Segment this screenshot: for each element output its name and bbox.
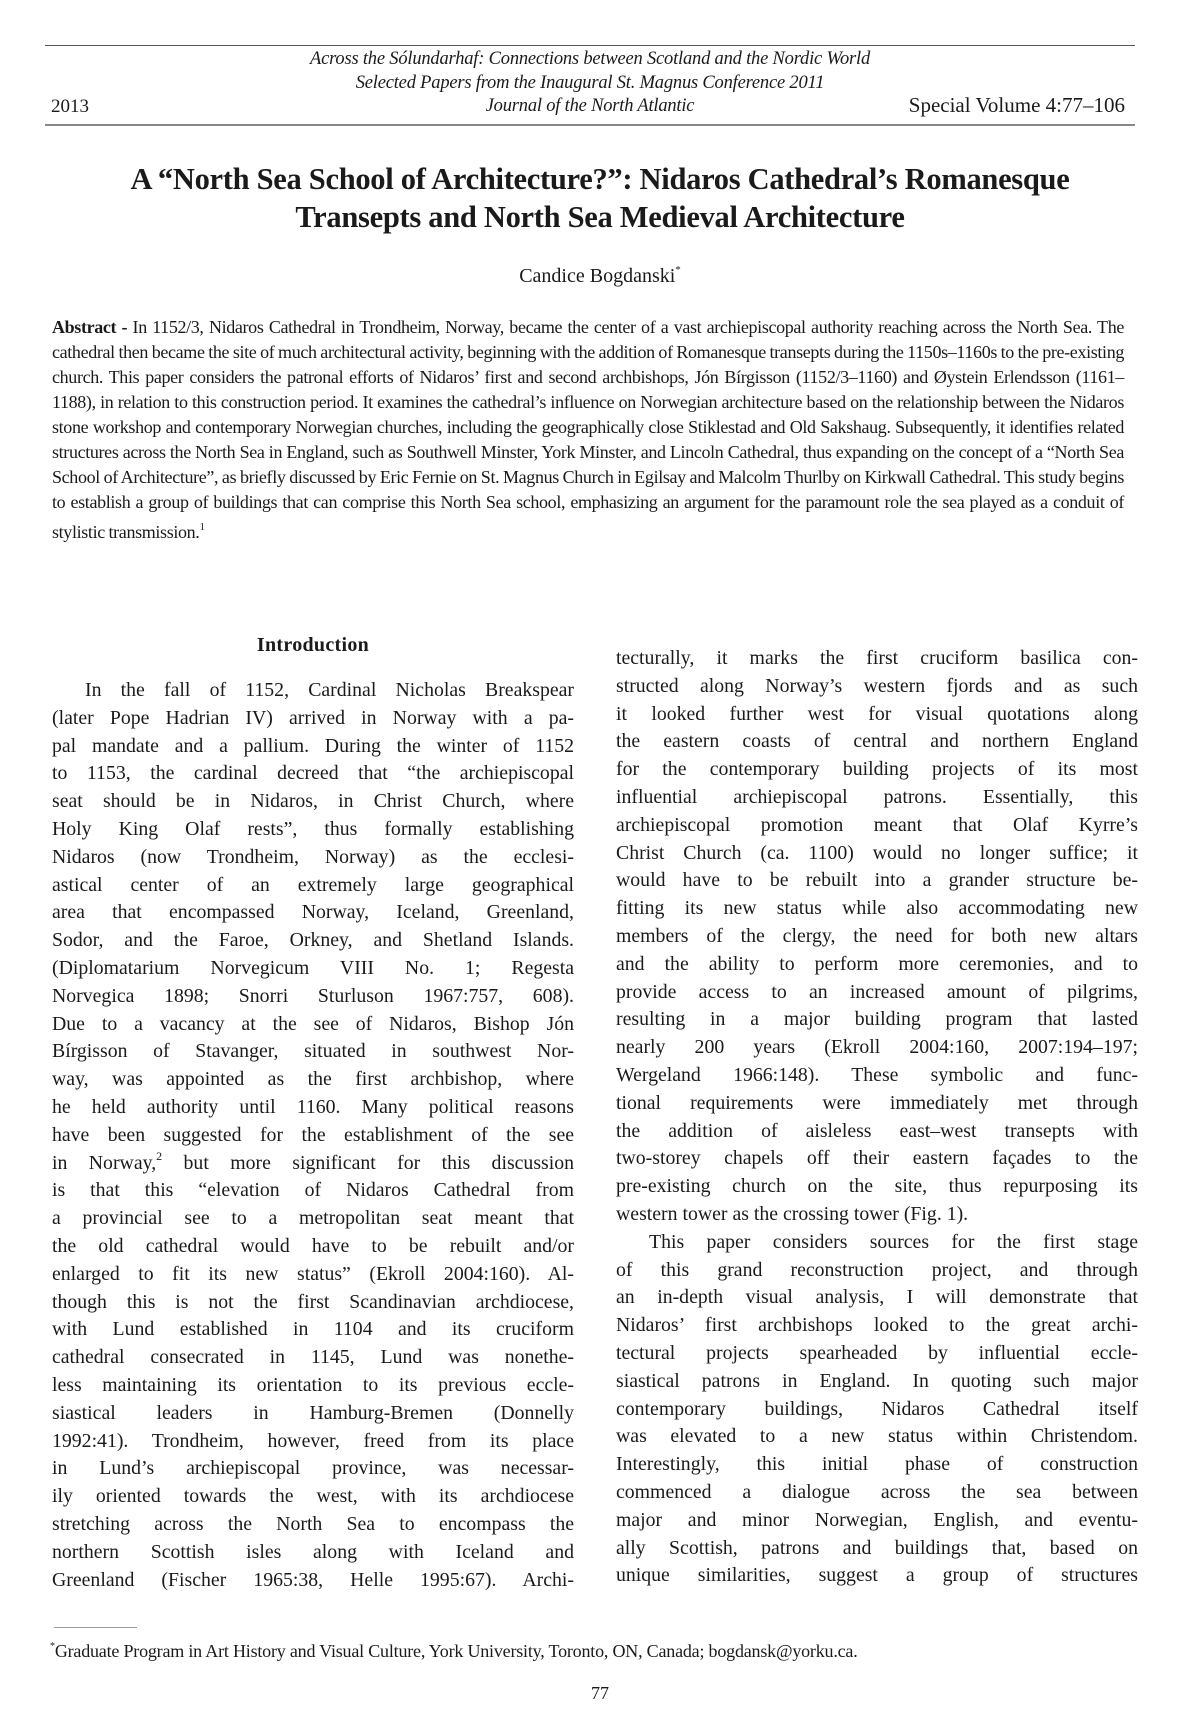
footnote-separator (54, 1627, 137, 1628)
header-rule-top (45, 45, 1135, 46)
title-line-1: A “North Sea School of Architecture?”: Nidaros Cathedral’s Romanesque (130, 162, 1070, 196)
body-line: though this is not the first Scandinavian archdiocese, (52, 1290, 574, 1313)
body-line: ally Scottish, patrons and buildings that, based on (616, 1536, 1138, 1559)
body-line: was elevated to a new status within Christendom. (616, 1425, 1138, 1448)
body-line: a provincial see to a metropolitan seat meant that (52, 1207, 574, 1230)
body-line: way, was appointed as the first archbishop, where (52, 1068, 574, 1091)
body-line: tectural projects spearheaded by influential eccle- (616, 1341, 1138, 1364)
body-line-with-footnote (52, 1150, 574, 1178)
page-number: 77 (591, 1683, 609, 1703)
running-header (200, 48, 980, 119)
body-line: 1992:41). Trondheim, however, freed from its place (52, 1429, 574, 1452)
body-line: it looked further west for visual quotations along (616, 702, 1138, 725)
volume-pages: Special Volume 4:77–106 (908, 93, 1125, 117)
body-line: the eastern coasts of central and northern England (616, 730, 1138, 753)
body-line: (Diplomatarium Norvegicum VIII No. 1; Regesta (52, 956, 574, 979)
body-line: provide access to an increased amount of pilgrims, (616, 980, 1138, 1003)
body-line: nearly 200 years (Ekroll 2004:160, 2007:194–197; (616, 1036, 1138, 1059)
body-column-left (52, 677, 574, 1594)
body-line: northern Scottish isles along with Iceland and (52, 1540, 574, 1563)
body-line: enlarged to fit its new status” (Ekroll 2004:160). Al- (52, 1262, 574, 1285)
body-line: Nidaros’ first archbishops looked to the great archi- (616, 1314, 1138, 1337)
body-line: and the ability to perform more ceremonies, and to (616, 952, 1138, 975)
body-line: ily oriented towards the west, with its archdiocese (52, 1485, 574, 1508)
body-line: an in-depth visual analysis, I will demonstrate that (616, 1286, 1138, 1309)
body-line: Holy King Olaf rests”, thus formally establishing (52, 817, 574, 840)
author-affiliation-footnote (50, 1641, 858, 1662)
body-line: pre-existing church on the site, thus repurposing its (616, 1175, 1138, 1198)
body-line: contemporary buildings, Nidaros Cathedral itself (616, 1397, 1138, 1420)
body-line: he held authority until 1160. Many political reasons (52, 1095, 574, 1118)
body-line: This paper considers sources for the first stage (649, 1230, 1138, 1253)
body-line: astical center of an extremely large geographical (52, 873, 574, 896)
body-line: with Lund established in 1104 and its cruciform (52, 1318, 574, 1341)
body-line: Due to a vacancy at the see of Nidaros, Bishop Jón (52, 1012, 574, 1035)
body-line: area that encompassed Norway, Iceland, Greenland, (52, 901, 574, 924)
body-line: pal mandate and a pallium. During the winter of 1152 (52, 734, 574, 757)
footnote-ref-2: 2 (156, 1148, 163, 1163)
body-line: for the contemporary building projects of its most (616, 758, 1138, 781)
body-line: unique similarities, suggest a group of structures (616, 1564, 1138, 1587)
body-line: have been suggested for the establishment of the see (52, 1123, 574, 1146)
body-line: influential archiepiscopal patrons. Essentially, this (616, 785, 1138, 808)
body-line: Greenland (Fischer 1965:38, Helle 1995:67). Archi- (52, 1568, 574, 1591)
header-rule-bottom (45, 124, 1135, 126)
body-line: siastical patrons in England. In quoting such major (616, 1369, 1138, 1392)
body-line: seat should be in Nidaros, in Christ Church, where (52, 790, 574, 813)
body-line: Sodor, and the Faroe, Orkney, and Shetland Islands. (52, 929, 574, 952)
body-line: Wergeland 1966:148). These symbolic and func- (616, 1063, 1138, 1086)
body-line: structed along Norway’s western fjords and as such (616, 674, 1138, 697)
body-line: in Lund’s archiepiscopal province, was necessar- (52, 1457, 574, 1480)
series-subtitle: Selected Papers from the Inaugural St. Magnus Conference 2011 (355, 72, 825, 93)
body-line: Interestingly, this initial phase of construction (616, 1453, 1138, 1476)
footnote-text: Graduate Program in Art History and Visual Culture, York University, Toronto, ON, Canada; bogdansk@yorku.ca. (54, 1641, 858, 1661)
body-column-right (616, 645, 1138, 1590)
body-line: resulting in a major building program that lasted (616, 1008, 1138, 1031)
body-line: major and minor Norwegian, English, and eventu- (616, 1508, 1138, 1531)
publication-year: 2013 (51, 96, 89, 117)
title-line-2: Transepts and North Sea Medieval Architecture (295, 200, 905, 234)
abstract-label: Abstract - (52, 317, 128, 337)
body-text: in Norway, (52, 1151, 157, 1174)
body-line: the old cathedral would have to be rebuilt and/or (52, 1234, 574, 1257)
author-name: Candice Bogdanski (519, 265, 676, 287)
body-line: Nidaros (now Trondheim, Norway) as the ecclesi- (52, 845, 574, 868)
abstract-text: In 1152/3, Nidaros Cathedral in Trondheim, Norway, became the center of a vast archiepiscopal authority reaching across the North Sea. The cathedral then became the site of much architectural activity, beginning with the addition of Romanesque transepts during the 1150s–1160s to the pre-existing church. This paper considers the patronal efforts of Nidaros’ first and second archbishops, Jón Bírgisson (1152/3–1160) and Øystein Erlendsson (1161–1188), in relation to this construction period. It examines the cathedral’s influence on Norwegian architecture based on the relationship between the Nidaros stone workshop and contemporary Norwegian churches, including the geographically close Stiklestad and Old Sakshaug. Subsequently, it identifies related structures across the North Sea in England, such as Southwell Minster, York Minster, and Lincoln Cathedral, thus expanding on the concept of a “North Sea School of Architecture”, as briefly discussed by Eric Fernie on St. Magnus Church in Egilsay and Malcolm Thurlby on Kirkwall Cathedral. This study begins to establish a group of buildings that can comprise this North Sea school, emphasizing an argument for the paramount role the sea played as a conduit of stylistic transmission. (52, 317, 1124, 542)
body-line: Bírgisson of Stavanger, situated in southwest Nor- (52, 1040, 574, 1063)
body-line: to 1153, the cardinal decreed that “the archiepiscopal (52, 762, 574, 785)
body-line: less maintaining its orientation to its previous eccle- (52, 1373, 574, 1396)
body-line: Christ Church (ca. 1100) would no longer suffice; it (616, 841, 1138, 864)
footnote-ref-1: 1 (199, 521, 205, 533)
body-line: members of the clergy, the need for both new altars (616, 924, 1138, 947)
author-footnote-mark: * (675, 264, 681, 276)
body-line: Norvegica 1898; Snorri Sturluson 1967:757, 608). (52, 984, 574, 1007)
footnote-mark: * (50, 1641, 55, 1652)
body-line: In the fall of 1152, Cardinal Nicholas Breakspear (85, 679, 574, 701)
body-line: fitting its new status while also accommodating new (616, 897, 1138, 920)
body-line: is that this “elevation of Nidaros Cathedral from (52, 1179, 574, 1202)
body-line: of this grand reconstruction project, and through (616, 1258, 1138, 1281)
section-heading: Introduction (256, 634, 370, 656)
body-line: commenced a dialogue across the sea between (616, 1480, 1138, 1503)
body-line: two-storey chapels off their eastern façades to the (616, 1147, 1138, 1170)
abstract (52, 315, 1124, 545)
body-line: would have to be rebuilt into a grander structure be- (616, 869, 1138, 892)
body-line: tecturally, it marks the first cruciform basilica con- (616, 647, 1138, 669)
body-line: tional requirements were immediately met through (616, 1091, 1138, 1114)
journal-name: Journal of the North Atlantic (485, 96, 695, 116)
article-title (40, 160, 1160, 236)
body-text: but more significant for this discussion (162, 1151, 574, 1174)
body-line: (later Pope Hadrian IV) arrived in Norway with a pa- (52, 706, 574, 729)
author-line (40, 264, 1160, 288)
body-line: stretching across the North Sea to encompass the (52, 1512, 574, 1535)
body-line: western tower as the crossing tower (Fig. 1). (616, 1202, 969, 1225)
body-line: cathedral consecrated in 1145, Lund was nonethe- (52, 1346, 574, 1369)
body-line: archiepiscopal promotion meant that Olaf Kyrre’s (616, 813, 1138, 836)
series-title: Across the Sólundarhaf: Connections between Scotland and the Nordic World (309, 49, 871, 69)
body-line: the addition of aisleless east–west transepts with (616, 1119, 1138, 1142)
body-line: siastical leaders in Hamburg-Bremen (Donnelly (52, 1401, 574, 1424)
